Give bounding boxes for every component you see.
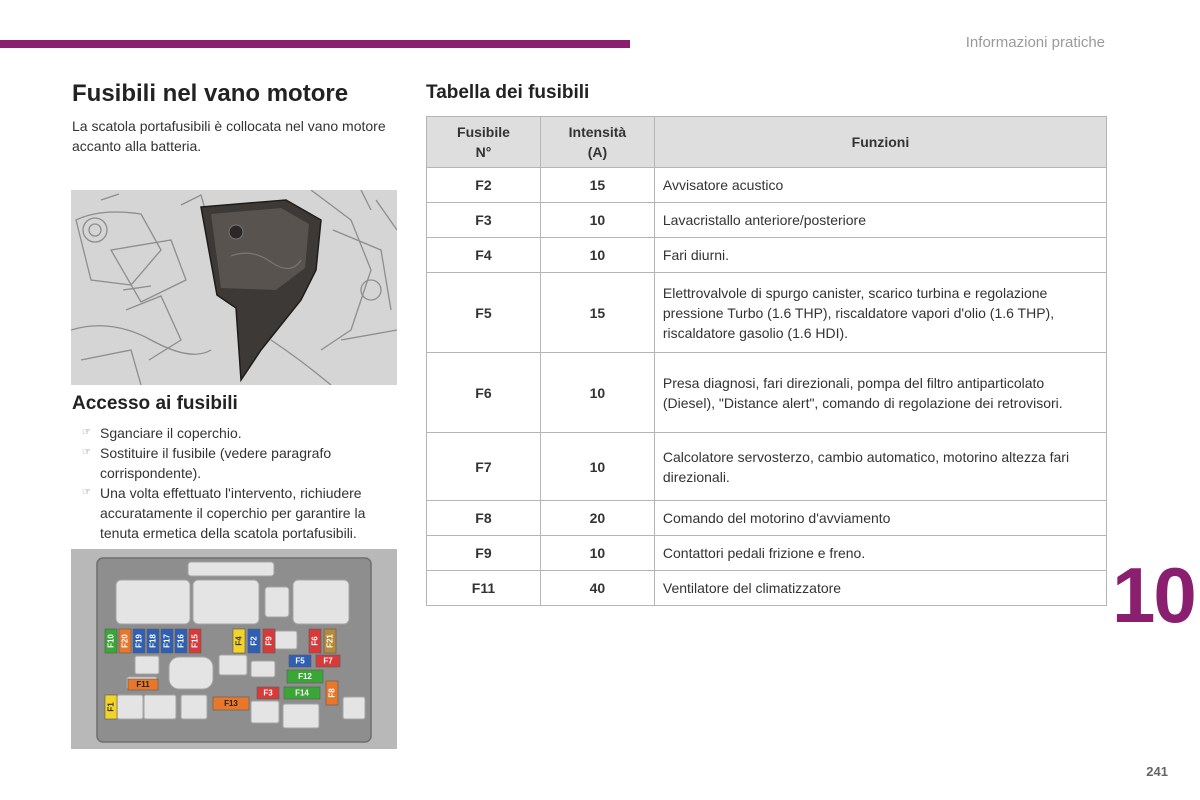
- fuse-label: F16: [176, 634, 186, 648]
- page-title: Fusibili nel vano motore: [72, 80, 349, 107]
- table-row: [427, 571, 1107, 606]
- fuse-f20: [119, 629, 131, 653]
- function-cell: Calcolatore servosterzo, cambio automatico, motorino altezza fari direzionali.: [654, 433, 1106, 501]
- column-header-amps: Intensità (A): [540, 117, 654, 168]
- amperage-cell: 20: [540, 501, 654, 536]
- fuse-box-diagram: [71, 549, 397, 749]
- fuse-number-cell: F5: [427, 273, 541, 353]
- fuse-f21: [324, 629, 336, 653]
- table-row: [427, 353, 1107, 433]
- function-cell: Contattori pedali frizione e freno.: [654, 536, 1106, 571]
- fuse-label: F14: [295, 688, 309, 698]
- pointing-hand-icon: ☞: [82, 487, 91, 498]
- table-heading: Tabella dei fusibili: [426, 82, 590, 103]
- fuse-table: [426, 116, 1107, 606]
- fuse-label: F12: [298, 672, 312, 681]
- table-row: [427, 501, 1107, 536]
- function-cell: Ventilatore del climatizzatore: [654, 571, 1106, 606]
- fuse-label: F4: [234, 636, 244, 646]
- amperage-cell: 40: [540, 571, 654, 606]
- fuse-f7: [316, 655, 340, 667]
- table-row: [427, 168, 1107, 203]
- fuse-f6: [309, 629, 321, 653]
- amperage-cell: 10: [540, 433, 654, 501]
- access-heading: Accesso ai fusibili: [72, 393, 238, 414]
- fuse-number-cell: F6: [427, 353, 541, 433]
- function-cell: Elettrovalvole di spurgo canister, scarico turbina e regolazione pressione Turbo (1.6 THP), riscaldatore vapori d'olio (1.6 THP), riscaldatore gasolio (1.6 HDI).: [654, 273, 1106, 353]
- fuse-box-drawing: [71, 549, 397, 749]
- fuse-label: F11: [136, 680, 150, 689]
- fuse-label: F3: [263, 688, 273, 698]
- fuse-number-cell: F7: [427, 433, 541, 501]
- fuse-label: F1: [106, 702, 116, 712]
- table-row: [427, 203, 1107, 238]
- table-row: [427, 536, 1107, 571]
- amperage-cell: 10: [540, 353, 654, 433]
- fuse-label: F2: [249, 636, 259, 646]
- fuse-f18: [147, 629, 159, 653]
- amperage-cell: 15: [540, 168, 654, 203]
- section-header: Informazioni pratiche: [965, 34, 1105, 51]
- fuse-f11: [128, 679, 158, 690]
- fuse-label: F10: [106, 634, 116, 648]
- page-number: 241: [1146, 764, 1168, 779]
- fuse-f2: [248, 629, 260, 653]
- fuse-label: F18: [148, 634, 158, 648]
- fuse-label: F7: [323, 656, 333, 666]
- fuse-f13: [213, 697, 249, 710]
- fuse-f19: [133, 629, 145, 653]
- step-text: Sganciare il coperchio.: [100, 425, 242, 441]
- fuse-label: F8: [327, 688, 337, 698]
- column-header-fuse: Fusibile N°: [427, 117, 541, 168]
- function-cell: Avvisatore acustico: [654, 168, 1106, 203]
- amperage-cell: 10: [540, 536, 654, 571]
- fuse-f14: [284, 687, 320, 699]
- step-text: Sostituire il fusibile (vedere paragrafo corrispondente).: [100, 445, 332, 481]
- header-accent-bar: [0, 40, 630, 48]
- column-header-functions: Funzioni: [654, 117, 1106, 168]
- function-cell: Fari diurni.: [654, 238, 1106, 273]
- fuse-number-cell: F8: [427, 501, 541, 536]
- fuse-label: F13: [224, 699, 238, 708]
- fuse-number-cell: F2: [427, 168, 541, 203]
- fuse-label: F5: [295, 656, 305, 666]
- table-header-row: [427, 117, 1107, 168]
- function-cell: Presa diagnosi, fari direzionali, pompa del filtro antiparticolato (Diesel), "Distance alert", comando di regolazione dei retrovisori.: [654, 353, 1106, 433]
- fuse-f4: [233, 629, 245, 653]
- table-row: [427, 238, 1107, 273]
- pointing-hand-icon: ☞: [82, 427, 91, 438]
- fuse-f3: [257, 687, 279, 699]
- fuse-label: F20: [120, 634, 130, 648]
- amperage-cell: 10: [540, 203, 654, 238]
- fuse-f10: [105, 629, 117, 653]
- step-text: Una volta effettuato l'intervento, richiudere accuratamente il coperchio per garantire la tenuta ermetica della scatola portafusibili.: [100, 485, 366, 541]
- fuse-label: F15: [190, 634, 200, 648]
- list-item: [72, 483, 402, 543]
- amperage-cell: 10: [540, 238, 654, 273]
- fuse-label: F19: [134, 634, 144, 648]
- engine-bay-drawing: [71, 190, 397, 385]
- fuse-number-cell: F3: [427, 203, 541, 238]
- chapter-number: 10: [1112, 551, 1195, 639]
- fuse-label: F17: [162, 634, 172, 648]
- fuse-label: F6: [310, 636, 320, 646]
- pointing-hand-icon: ☞: [82, 447, 91, 458]
- table-row: [427, 273, 1107, 353]
- fuse-f5: [289, 655, 311, 667]
- access-steps-list: [72, 423, 402, 543]
- fuse-f17: [161, 629, 173, 653]
- fuse-label: F9: [264, 636, 274, 646]
- function-cell: Lavacristallo anteriore/posteriore: [654, 203, 1106, 238]
- intro-text: La scatola portafusibili è collocata nel vano motore accanto alla batteria.: [72, 118, 386, 154]
- fuse-f8: [326, 681, 338, 705]
- fuse-f1: [105, 695, 117, 719]
- function-cell: Comando del motorino d'avviamento: [654, 501, 1106, 536]
- fuse-f9: [263, 629, 275, 653]
- list-item: [72, 443, 402, 483]
- fuse-f15: [189, 629, 201, 653]
- list-item: [72, 423, 402, 443]
- table-row: [427, 433, 1107, 501]
- fuse-f12: [287, 670, 323, 683]
- amperage-cell: 15: [540, 273, 654, 353]
- fuse-number-cell: F4: [427, 238, 541, 273]
- fuse-number-cell: F9: [427, 536, 541, 571]
- fuse-label: F21: [325, 634, 335, 648]
- engine-bay-illustration: [71, 190, 397, 385]
- fuse-number-cell: F11: [427, 571, 541, 606]
- fuse-f16: [175, 629, 187, 653]
